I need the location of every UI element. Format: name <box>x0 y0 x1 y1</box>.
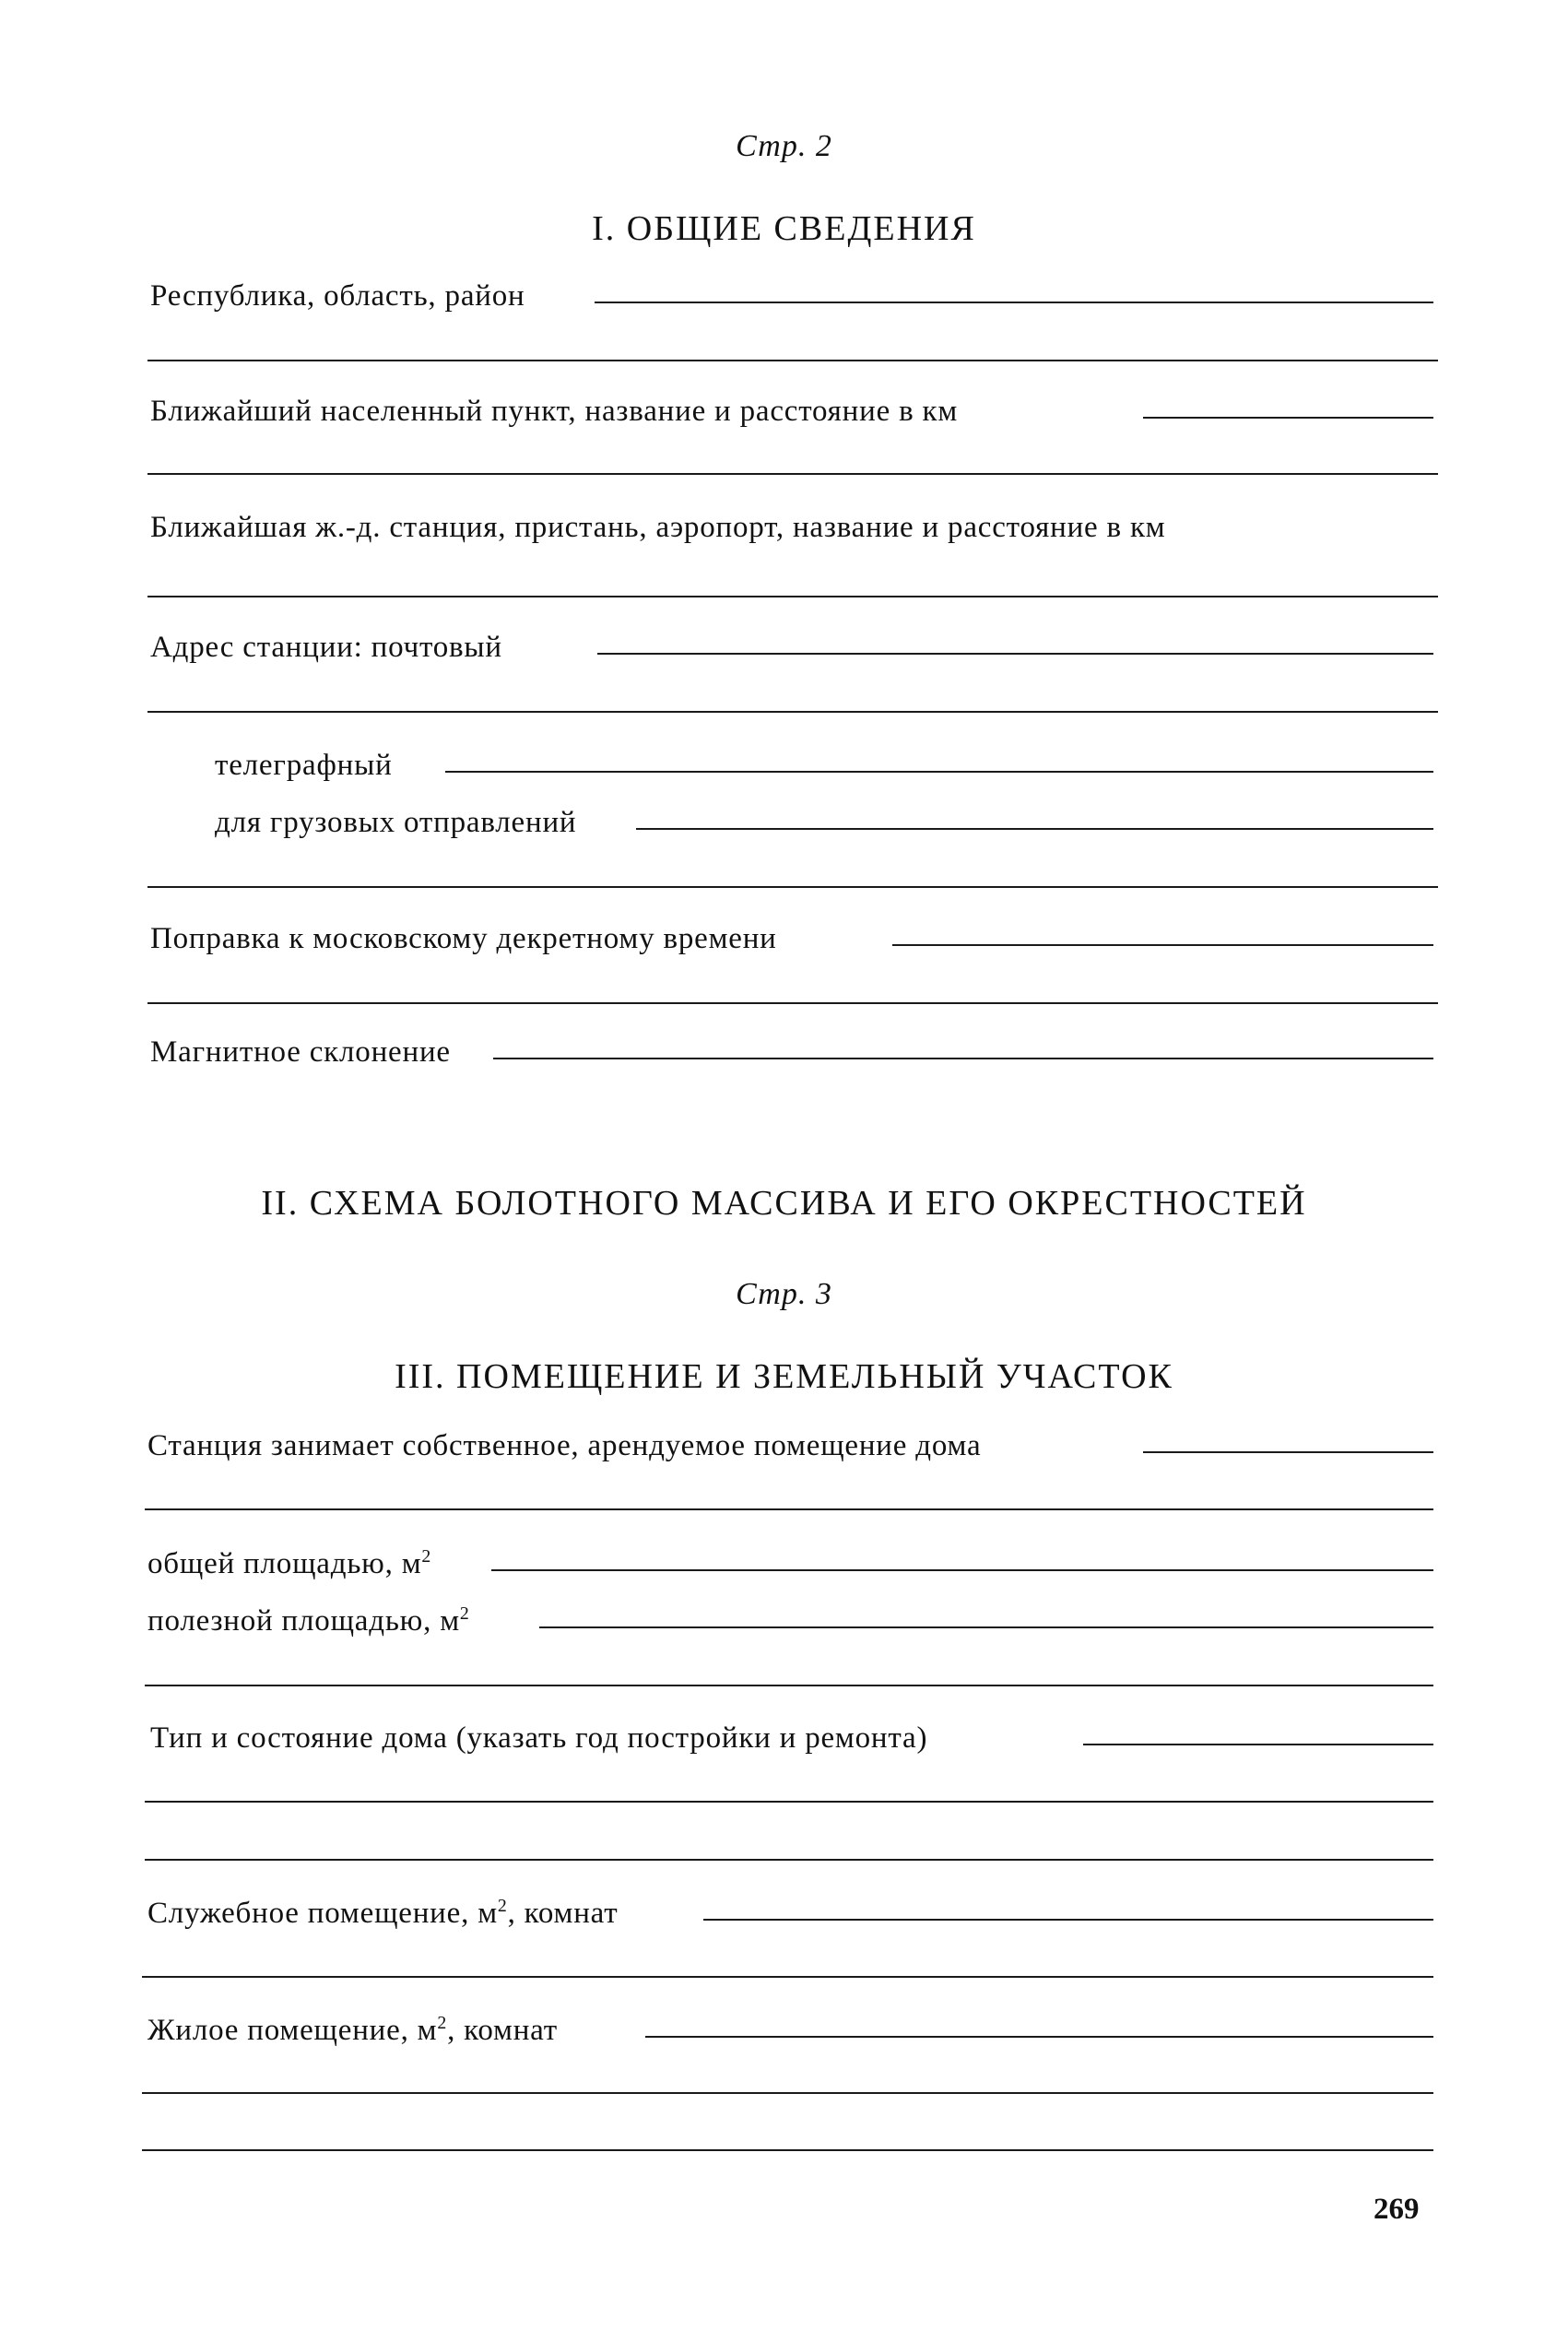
telegraph-address-field[interactable] <box>445 771 1433 773</box>
office-space-label-a: Служебное помещение, м <box>147 1897 498 1930</box>
area-unit-superscript: 2 <box>421 1546 432 1567</box>
section-3-heading: III. ПОМЕЩЕНИЕ И ЗЕМЕЛЬНЫЙ УЧАСТОК <box>395 1357 1173 1396</box>
page-ref-2: Стр. 2 <box>736 129 832 163</box>
house-type-field[interactable] <box>1083 1744 1433 1745</box>
area-unit-superscript: 2 <box>497 1896 508 1916</box>
living-space-label-a: Жилое помещение, м <box>147 2014 438 2047</box>
house-type-field-continuation-2[interactable] <box>145 1859 1433 1861</box>
office-space-field[interactable] <box>703 1919 1433 1921</box>
address-postal-field[interactable] <box>597 653 1433 655</box>
time-correction-field[interactable] <box>892 944 1433 946</box>
nearest-station-label: Ближайшая ж.-д. станция, пристань, аэропорт, название и расстояние в км <box>150 511 1166 544</box>
living-space-label <box>147 2014 558 2048</box>
region-field-continuation[interactable] <box>147 360 1438 361</box>
address-postal-field-continuation[interactable] <box>147 711 1438 713</box>
office-space-field-continuation[interactable] <box>142 1976 1433 1978</box>
magnetic-declination-label: Магнитное склонение <box>150 1035 451 1069</box>
occupancy-field[interactable] <box>1143 1451 1433 1453</box>
magnetic-declination-field[interactable] <box>493 1058 1433 1059</box>
section-2-heading: II. СХЕМА БОЛОТНОГО МАССИВА И ЕГО ОКРЕСТНОСТЕЙ <box>261 1184 1307 1223</box>
useful-area-field[interactable] <box>539 1626 1433 1628</box>
region-field[interactable] <box>595 302 1433 303</box>
office-space-label-b: , комнат <box>507 1897 619 1930</box>
living-space-field-continuation-2[interactable] <box>142 2149 1433 2151</box>
living-space-label-b: , комнат <box>447 2014 558 2047</box>
time-correction-field-continuation[interactable] <box>147 1002 1438 1004</box>
house-type-label: Тип и состояние дома (указать год постройки и ремонта) <box>150 1721 928 1755</box>
area-unit-superscript: 2 <box>459 1603 470 1624</box>
region-label: Республика, область, район <box>150 279 525 313</box>
house-type-field-continuation-1[interactable] <box>145 1801 1433 1803</box>
useful-area-field-continuation[interactable] <box>145 1685 1433 1686</box>
section-1-heading: I. ОБЩИЕ СВЕДЕНИЯ <box>592 209 976 248</box>
nearest-station-field[interactable] <box>147 596 1438 597</box>
page-number: 269 <box>1373 2193 1420 2226</box>
useful-area-label-text: полезной площадью, м <box>147 1604 460 1638</box>
occupancy-label: Станция занимает собственное, арендуемое помещение дома <box>147 1429 982 1462</box>
time-correction-label: Поправка к московскому декретному времени <box>150 922 777 955</box>
page-ref-3: Стр. 3 <box>736 1277 832 1311</box>
total-area-field[interactable] <box>491 1569 1433 1571</box>
nearest-settlement-label: Ближайший населенный пункт, название и расстояние в км <box>150 395 959 428</box>
nearest-settlement-field[interactable] <box>1143 417 1433 419</box>
area-unit-superscript: 2 <box>437 2013 448 2033</box>
office-space-label <box>147 1897 618 1931</box>
address-postal-label: Адрес станции: почтовый <box>150 631 502 664</box>
occupancy-field-continuation[interactable] <box>145 1508 1433 1510</box>
total-area-label <box>147 1547 431 1581</box>
freight-address-field-continuation[interactable] <box>147 886 1438 888</box>
freight-address-label: для грузовых отправлений <box>215 806 577 839</box>
nearest-settlement-field-continuation[interactable] <box>147 473 1438 475</box>
freight-address-field[interactable] <box>636 828 1433 830</box>
telegraph-address-label: телеграфный <box>215 749 393 782</box>
total-area-label-text: общей площадью, м <box>147 1547 422 1580</box>
living-space-field[interactable] <box>645 2036 1433 2038</box>
living-space-field-continuation-1[interactable] <box>142 2092 1433 2094</box>
useful-area-label <box>147 1604 470 1638</box>
